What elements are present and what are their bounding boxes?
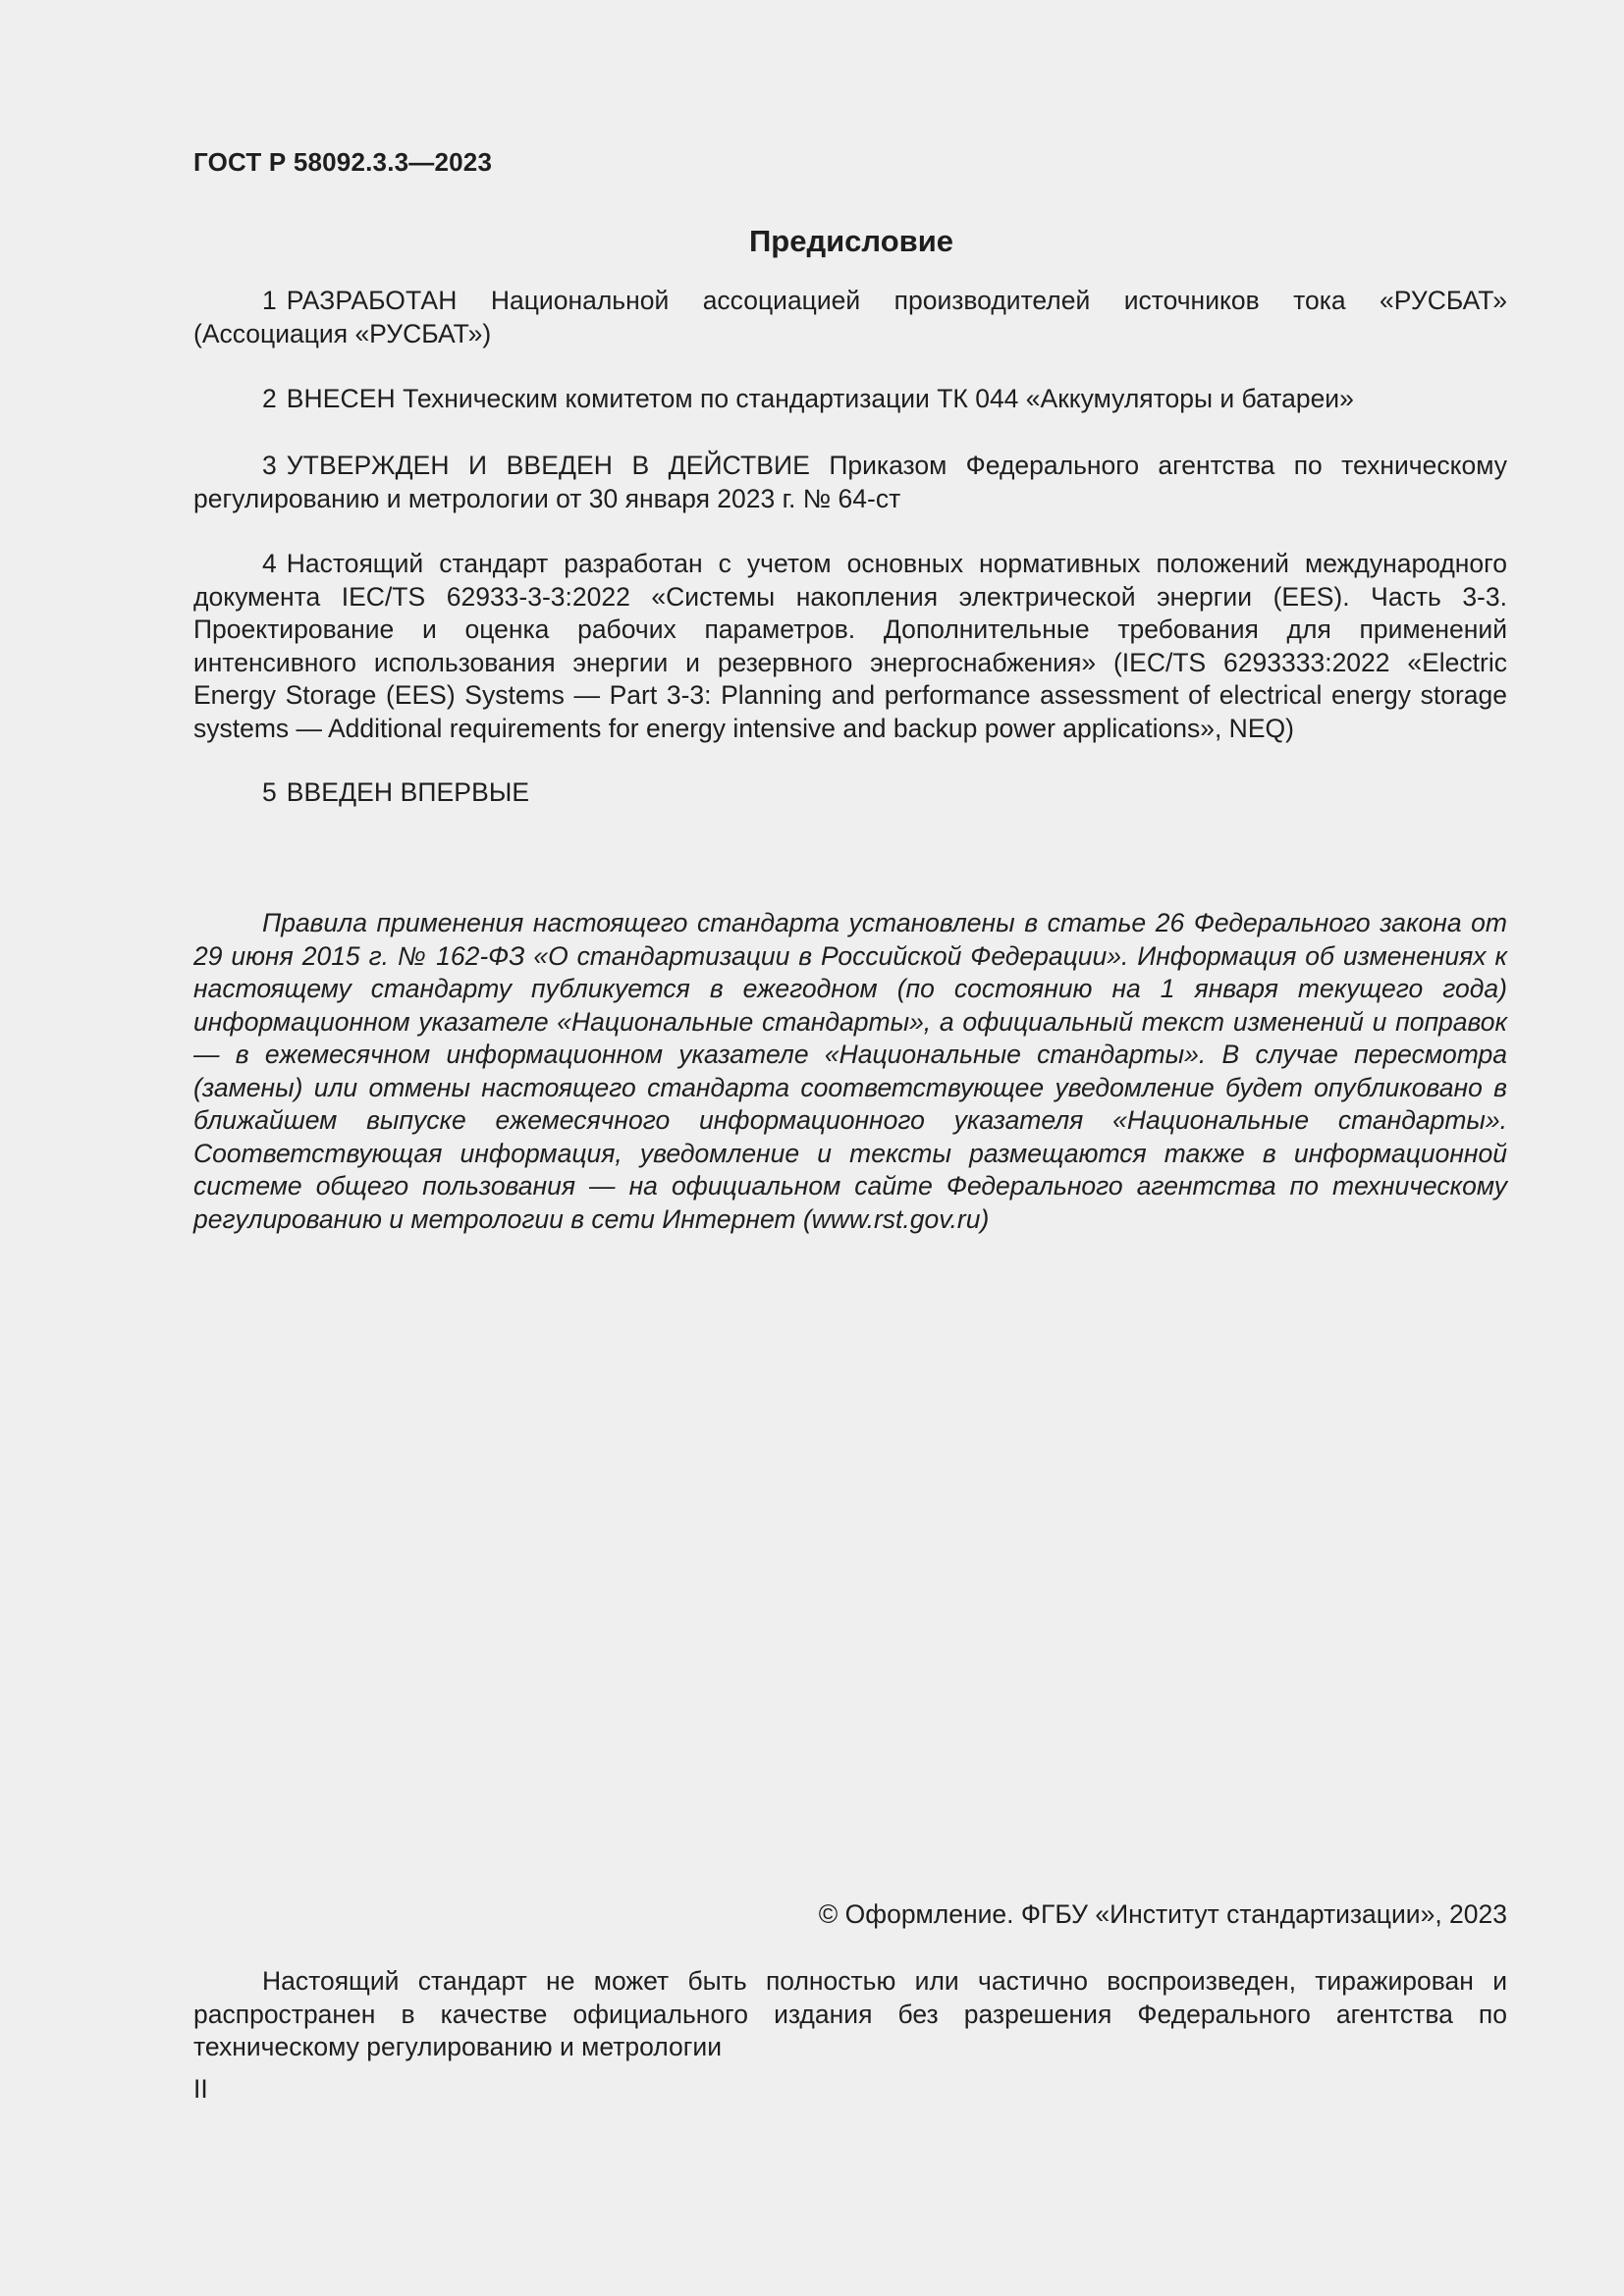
page-number: II (193, 2074, 208, 2104)
foreword-item-1 (193, 285, 1507, 350)
note-paragraph: Правила применения настоящего стандарта установлены в статье 26 Федерального закона от 29 июня 2015 г. № 162-ФЗ «О стандартизации в Российской Федерации». Информация об изменениях к настоящему стандарту публикуется в ежегодном (по состоянию на 1 января текущего года) информационном указателе «Национальные стандарты», а официальный текст изменений и поправок — в ежемесячном информационном указателе «Национальные стандарты». В случае пересмотра (замены) или отмены настоящего стандарта соответствующее уведомление будет опубликовано в ближайшем выпуске ежемесячного информационного указателя «Национальные стандарты». Соответствующая информация, уведомление и тексты размещаются также в информационной системе общего пользования — на официальном сайте Федерального агентства по техническому регулированию и метрологии в сети Интернет (www.rst.gov.ru) (193, 908, 1507, 1234)
item-text: Техническим комитетом по стандартизации ТК 044 «Аккумуляторы и батареи» (395, 384, 1354, 413)
item-number: 1 (262, 286, 277, 315)
item-number: 3 (262, 451, 277, 480)
foreword-paragraph (193, 548, 1507, 745)
item-number: 5 (262, 777, 277, 807)
item-caps-lead: РАЗРАБОТАН (286, 286, 458, 315)
copyright-line: © Оформление. ФГБУ «Институт стандартизации», 2023 (818, 1899, 1507, 1929)
foreword-paragraph (193, 776, 1507, 810)
foreword-paragraph (193, 285, 1507, 350)
item-text: Приказом Федерального агентства по техническому регулированию и метрологии от 30 января 2023 г. № 64-ст (193, 451, 1507, 513)
foreword-item-3 (193, 450, 1507, 515)
document-header: ГОСТ Р 58092.3.3—2023 (193, 147, 493, 177)
foreword-paragraph (193, 383, 1507, 416)
reproduction-notice (193, 1965, 1507, 2064)
item-number: 4 (262, 549, 277, 578)
page-title: Предисловие (748, 224, 953, 258)
foreword-paragraph (193, 450, 1507, 515)
item-caps-lead: ВВЕДЕН ВПЕРВЫЕ (286, 777, 530, 807)
application-rules-note (193, 907, 1507, 1236)
item-caps-lead: УТВЕРЖДЕН И ВВЕДЕН В ДЕЙСТВИЕ (286, 451, 810, 480)
foreword-item-4 (193, 548, 1507, 745)
item-number: 2 (262, 384, 277, 413)
item-caps-lead: ВНЕСЕН (286, 384, 396, 413)
reproduction-paragraph: Настоящий стандарт не может быть полностью или частично воспроизведен, тиражирован и распространен в качестве официального издания без разрешения Федерального агентства по техническому регулированию и метрологии (193, 1966, 1507, 2061)
foreword-item-5 (193, 776, 1507, 810)
item-text: Национальной ассоциацией производителей источников тока «РУСБАТ» (Ассоциация «РУСБАТ») (193, 286, 1507, 348)
item-text: Настоящий стандарт разработан с учетом основных нормативных положений международного документа IEC/TS 62933-3-3:2022 «Системы накопления электрической энергии (EES). Часть 3-3. Проектирование и оценка рабочих параметров. Дополнительные требования для применений интенсивного использования энергии и резервного энергоснабжения» (IEC/TS 6293333:2022 «Electric Energy Storage (EES) Systems — Part 3-3: Planning and performance assessment of electrical energy storage systems — Additional requirements for energy intensive and backup power applications», NEQ) (193, 549, 1507, 743)
foreword-item-2 (193, 383, 1507, 416)
